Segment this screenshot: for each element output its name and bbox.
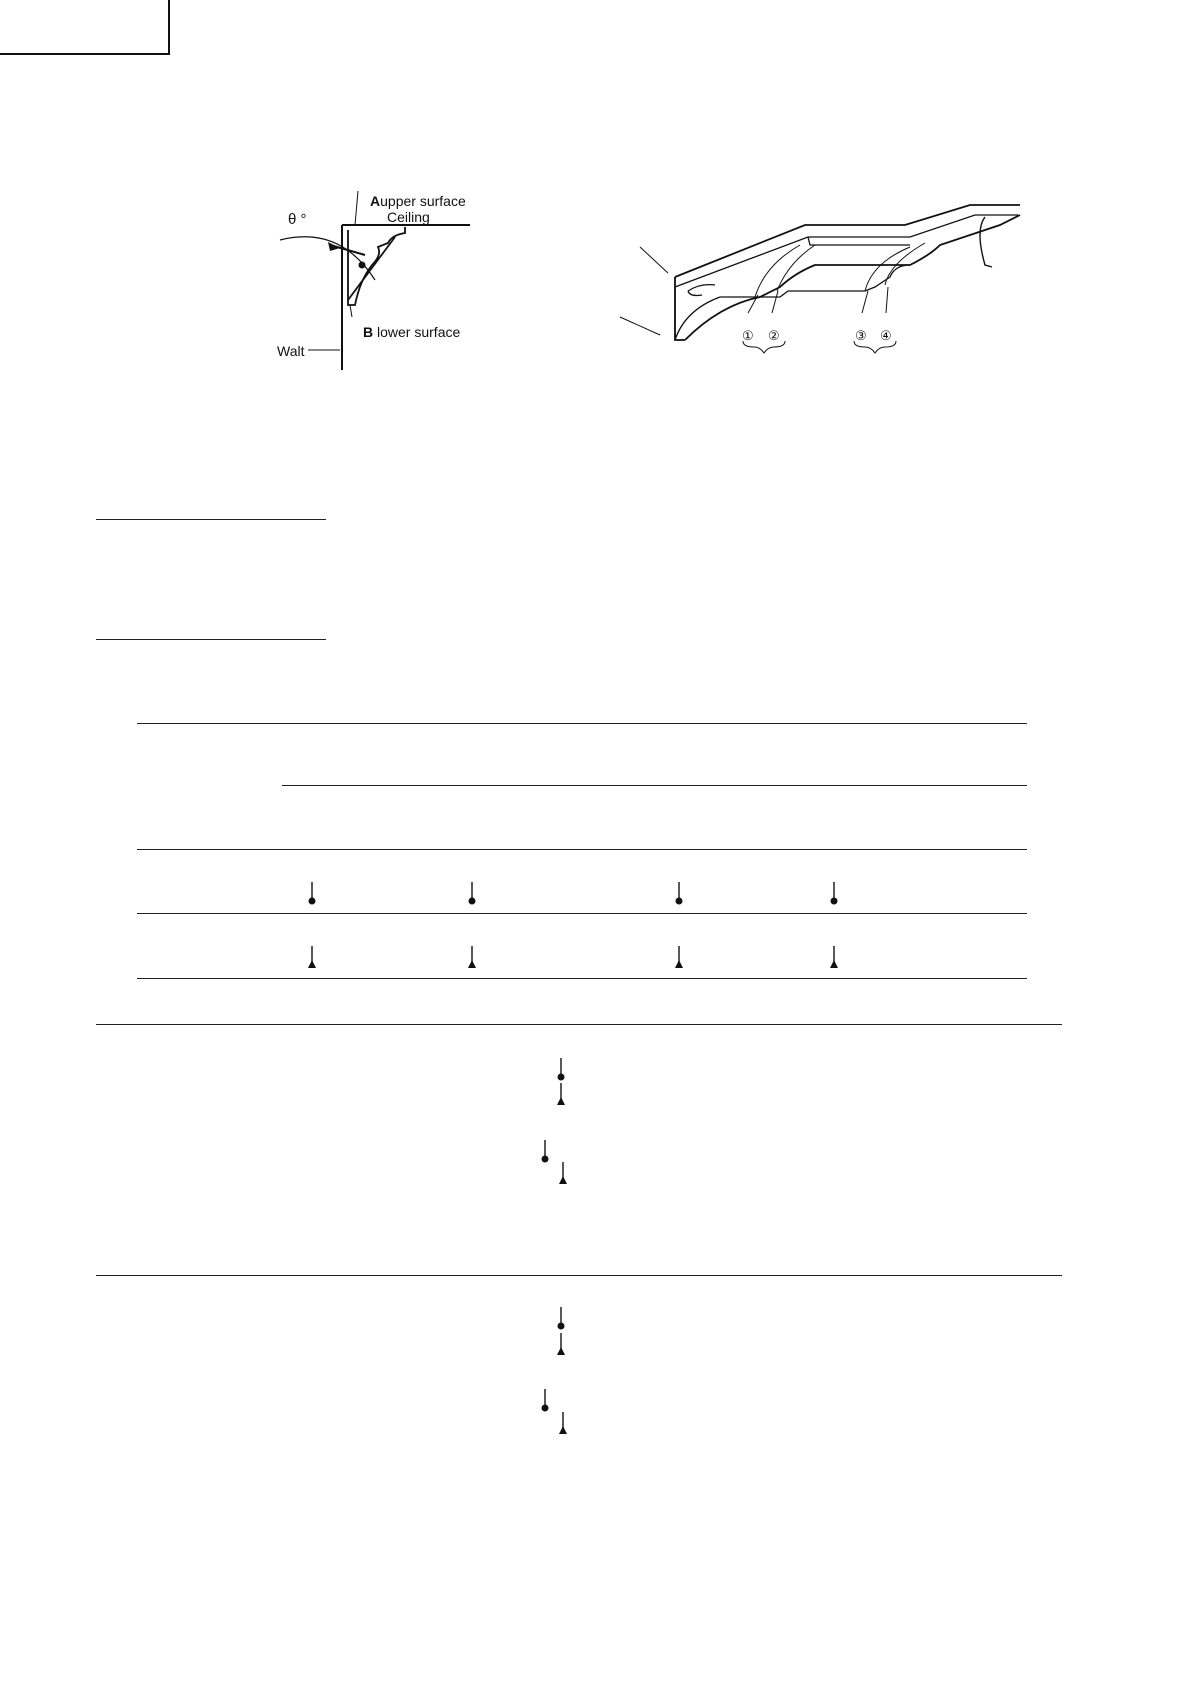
triangle-on-stem-icon [673, 946, 685, 972]
table-subheader-rule [282, 785, 1027, 786]
lower-surface-label [363, 325, 460, 339]
dot-on-stem-icon [673, 882, 685, 908]
triangle-on-stem-icon [557, 1412, 569, 1438]
dot-on-stem-icon [828, 882, 840, 908]
dot-on-stem-icon [306, 882, 318, 908]
dot-on-stem-icon [555, 1307, 567, 1333]
dot-on-stem-icon [539, 1140, 551, 1166]
triangle-on-stem-icon [557, 1162, 569, 1188]
callout-1: ① [742, 328, 754, 343]
theta-label: θ ° [288, 211, 307, 228]
isometric-molding-drawing [640, 195, 1020, 365]
callout-3: ③ [855, 328, 867, 343]
upper-surface-label [370, 194, 466, 208]
section-1-rule [96, 1024, 1062, 1025]
dot-on-stem-icon [539, 1389, 551, 1415]
lower-surface-text: lower surface [377, 324, 461, 340]
triangle-on-stem-icon [306, 946, 318, 972]
callout-2: ② [768, 328, 780, 343]
section-heading-rule-1 [96, 519, 326, 520]
table-header-bottom-rule [137, 849, 1027, 850]
page-corner-frame [0, 0, 170, 55]
wall-label: Walt [277, 343, 305, 359]
lower-surface-letter: B [363, 324, 374, 340]
triangle-on-stem-icon [555, 1333, 567, 1359]
section-2-rule [96, 1275, 1062, 1276]
section-heading-rule-2 [96, 639, 326, 640]
triangle-on-stem-icon [555, 1083, 567, 1109]
triangle-on-stem-icon [828, 946, 840, 972]
table-top-rule [137, 723, 1027, 724]
triangle-on-stem-icon [466, 946, 478, 972]
callout-4: ④ [880, 328, 892, 343]
upper-surface-text: upper surface [380, 193, 466, 209]
table-bottom-rule [137, 978, 1027, 979]
table-row-divider [137, 913, 1027, 914]
dot-on-stem-icon [555, 1058, 567, 1084]
ceiling-label: Ceiling [387, 209, 430, 225]
upper-surface-letter: A [370, 193, 381, 209]
dot-on-stem-icon [466, 882, 478, 908]
